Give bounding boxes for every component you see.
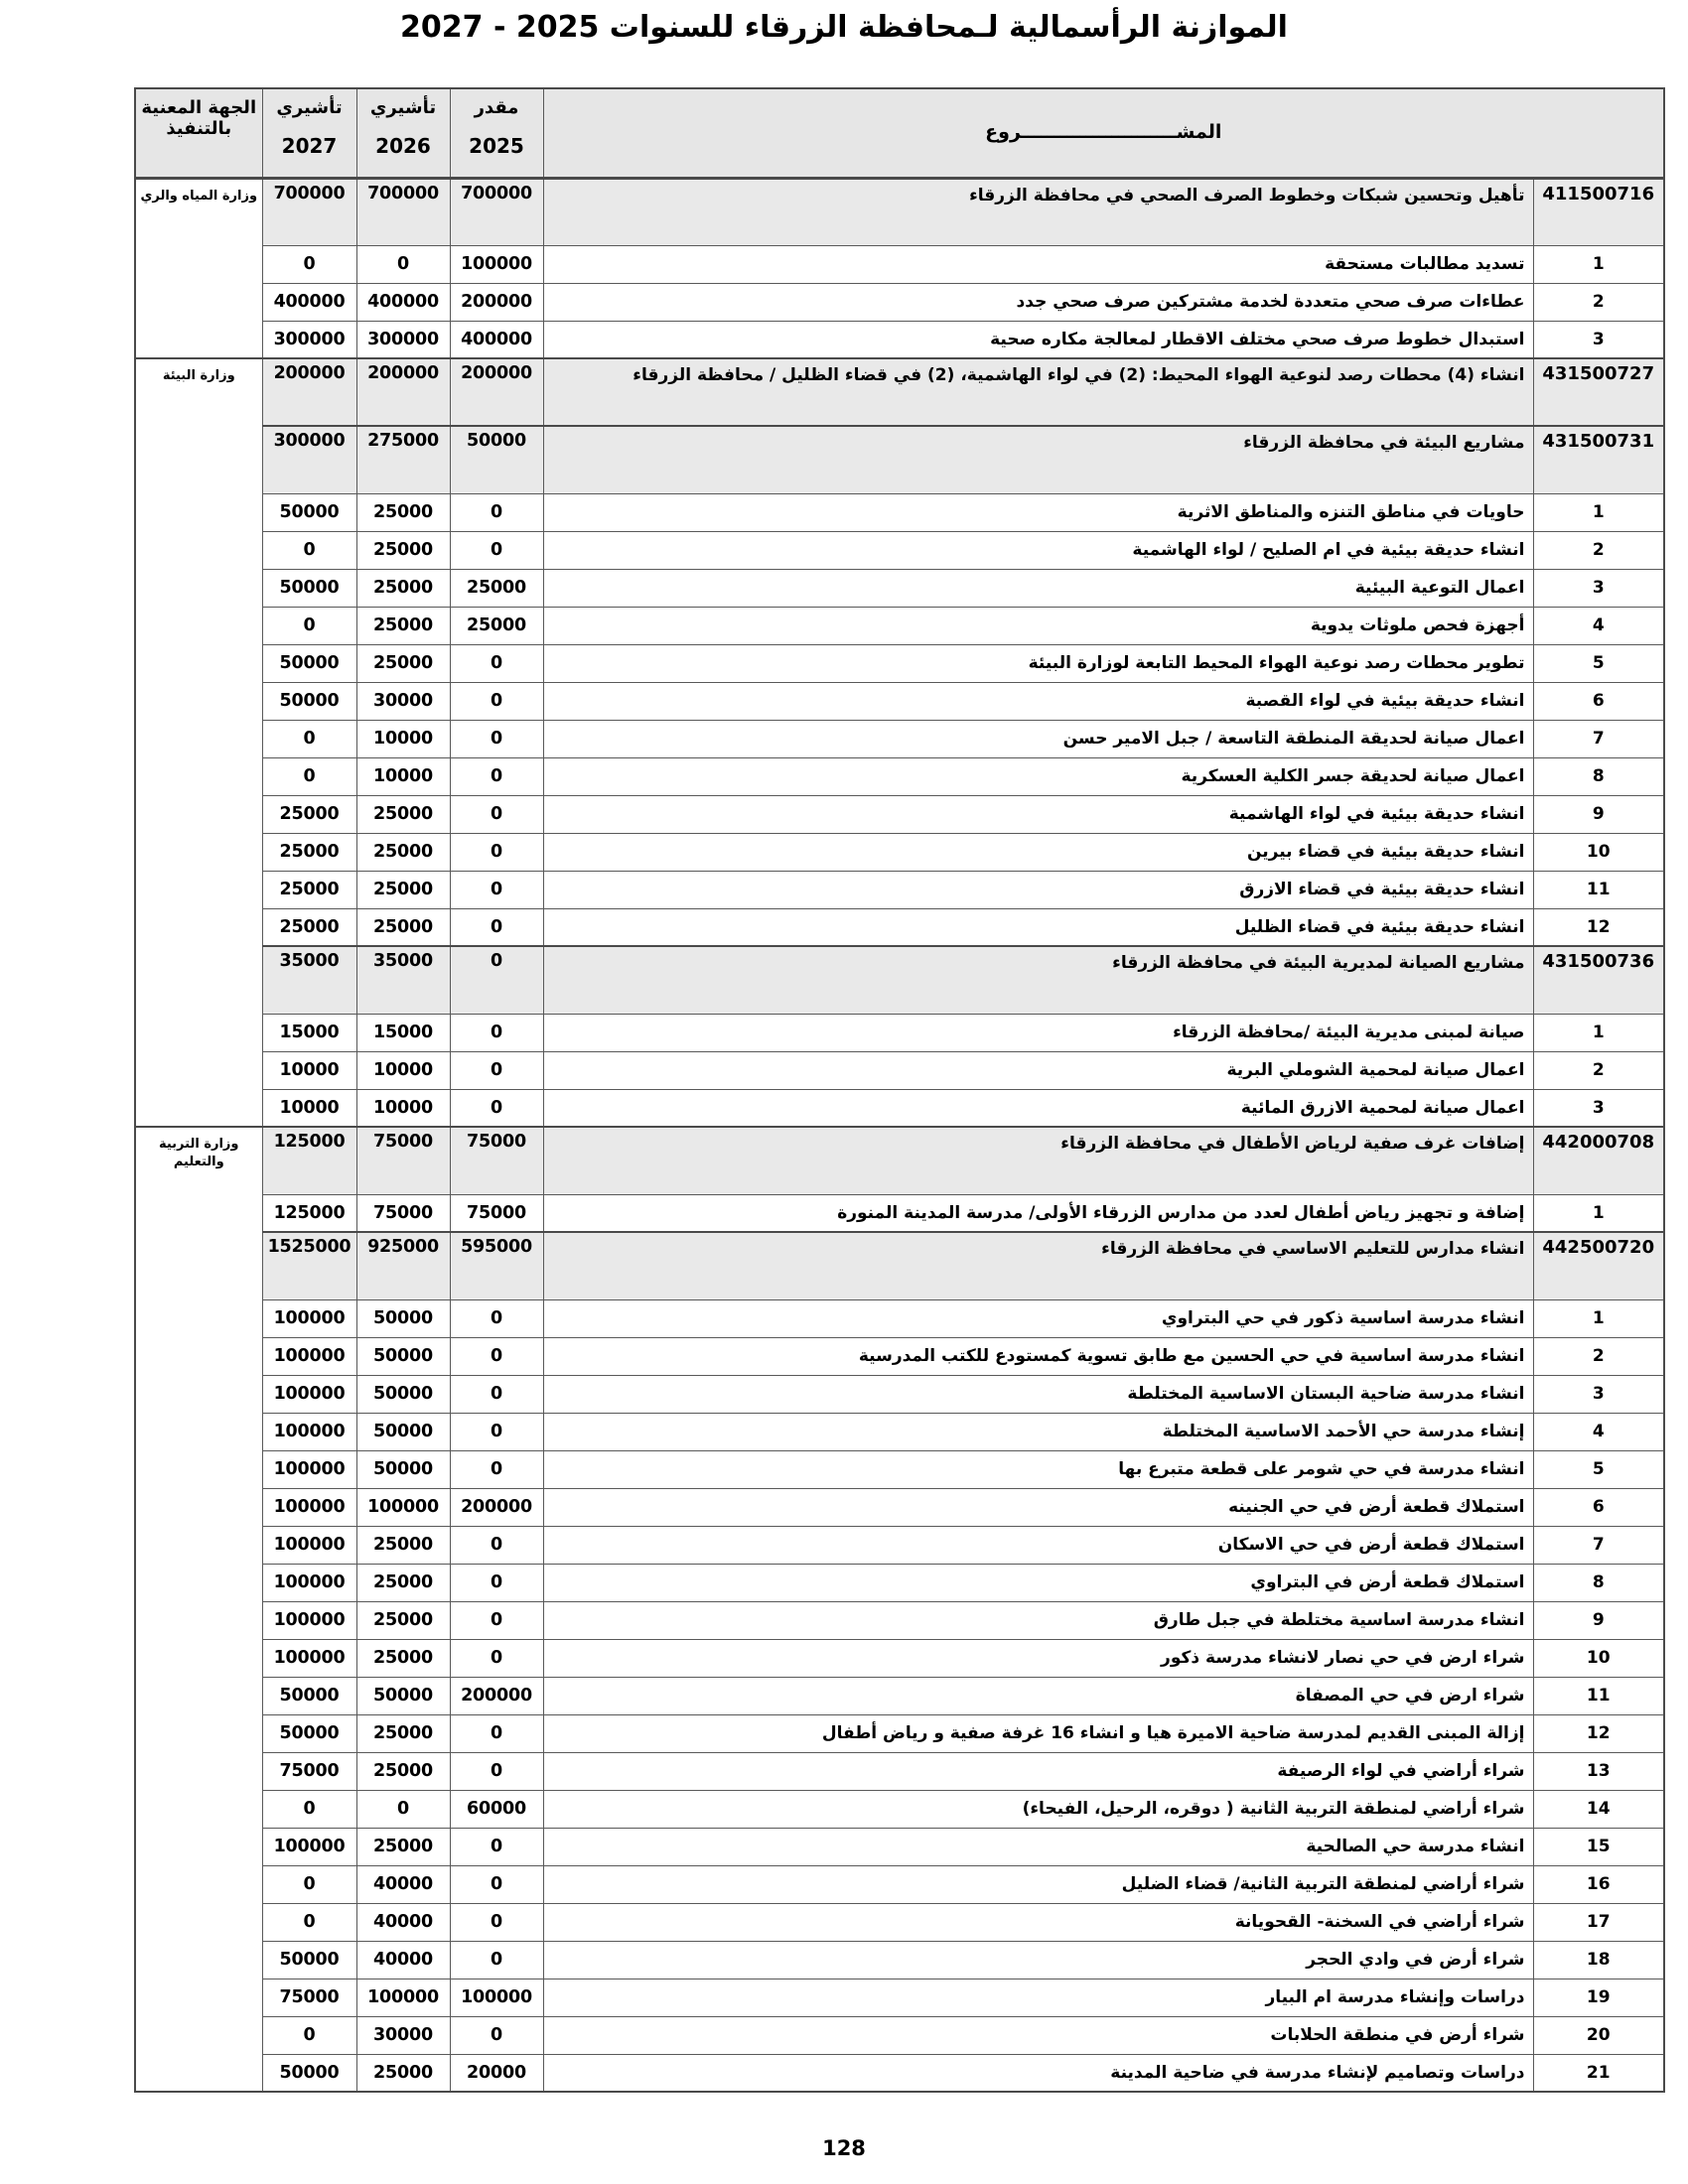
row-number-cell: 11 — [1533, 1677, 1664, 1714]
sub-row — [135, 1299, 1664, 1337]
value-2026-cell: 50000 — [356, 1450, 450, 1488]
value-2027-cell: 1525000 — [262, 1232, 356, 1299]
value-2027-cell: 100000 — [262, 1375, 356, 1413]
value-2027-cell: 100000 — [262, 1639, 356, 1677]
sub-row — [135, 1828, 1664, 1865]
header-year-2026: 2026 — [375, 134, 431, 158]
project-description-cell: حاويات في مناطق التنزه والمناطق الاثرية — [543, 493, 1533, 531]
row-number-cell: 5 — [1533, 1450, 1664, 1488]
project-description-cell: أجهزة فحص ملوثات يدوية — [543, 607, 1533, 644]
row-number-cell: 10 — [1533, 1639, 1664, 1677]
value-2027-cell: 25000 — [262, 833, 356, 871]
row-number-cell: 3 — [1533, 1375, 1664, 1413]
value-2026-cell: 275000 — [356, 426, 450, 493]
budget-table — [134, 87, 1665, 2093]
project-description-cell: شراء أراضي لمنطقة التربية الثانية/ قضاء الضليل — [543, 1865, 1533, 1903]
header-entity-line1: الجهة المعنية — [141, 97, 257, 118]
value-2027-cell: 100000 — [262, 1564, 356, 1601]
row-number-cell: 9 — [1533, 795, 1664, 833]
value-2026-cell: 50000 — [356, 1299, 450, 1337]
header-indicative-label-2027: تأشيري — [276, 97, 343, 118]
value-2027-cell: 50000 — [262, 1714, 356, 1752]
row-number-cell: 3 — [1533, 321, 1664, 358]
sub-row — [135, 644, 1664, 682]
value-2025-cell: 0 — [450, 946, 543, 1014]
value-2027-cell: 50000 — [262, 2054, 356, 2092]
value-2027-cell: 700000 — [262, 178, 356, 245]
value-2026-cell: 25000 — [356, 644, 450, 682]
sub-row — [135, 795, 1664, 833]
sub-row — [135, 1677, 1664, 1714]
project-description-cell: انشاء حديقة بيئية في قضاء الظليل — [543, 908, 1533, 946]
project-description-cell: انشاء حديقة بيئية في لواء الهاشمية — [543, 795, 1533, 833]
project-description-cell: اعمال صيانة لحديقة المنطقة التاسعة / جبل الامير حسن — [543, 720, 1533, 757]
sub-row — [135, 2054, 1664, 2092]
value-2026-cell: 25000 — [356, 1752, 450, 1790]
value-2027-cell: 125000 — [262, 1127, 356, 1194]
value-2025-cell: 0 — [450, 1413, 543, 1450]
value-2027-cell: 75000 — [262, 1979, 356, 2016]
header-indicative-2027 — [262, 88, 356, 178]
value-2027-cell: 50000 — [262, 493, 356, 531]
project-code-cell: 442000708 — [1533, 1127, 1664, 1194]
project-description-cell: استملاك قطعة أرض في حي الاسكان — [543, 1526, 1533, 1564]
value-2026-cell: 40000 — [356, 1941, 450, 1979]
sub-row — [135, 1450, 1664, 1488]
value-2027-cell: 0 — [262, 757, 356, 795]
value-2025-cell: 50000 — [450, 426, 543, 493]
value-2026-cell: 25000 — [356, 493, 450, 531]
project-description-cell: شراء أرض في وادي الحجر — [543, 1941, 1533, 1979]
value-2027-cell: 100000 — [262, 1526, 356, 1564]
project-description-cell: استبدال خطوط صرف صحي مختلف الاقطار لمعالجة مكاره صحية — [543, 321, 1533, 358]
value-2025-cell: 200000 — [450, 283, 543, 321]
value-2026-cell: 25000 — [356, 1564, 450, 1601]
row-number-cell: 10 — [1533, 833, 1664, 871]
value-2025-cell: 200000 — [450, 358, 543, 426]
implementing-entity-cell: وزارة المياه والري — [135, 178, 262, 358]
value-2027-cell: 50000 — [262, 1677, 356, 1714]
value-2027-cell: 50000 — [262, 644, 356, 682]
row-number-cell: 4 — [1533, 607, 1664, 644]
project-description-cell: شراء أرض في منطقة الحلابات — [543, 2016, 1533, 2054]
value-2026-cell: 25000 — [356, 569, 450, 607]
value-2026-cell: 10000 — [356, 757, 450, 795]
project-description-cell: شراء ارض في حي المصفاة — [543, 1677, 1533, 1714]
project-description-cell: انشاء حديقة بيئية في ام الصليح / لواء الهاشمية — [543, 531, 1533, 569]
value-2025-cell: 25000 — [450, 607, 543, 644]
project-description-cell: انشاء مدرسة ضاحية البستان الاساسية المختلطة — [543, 1375, 1533, 1413]
project-description-cell: انشاء (4) محطات رصد لنوعية الهواء المحيط: (2) في لواء الهاشمية، (2) في قضاء الظليل / محافظة الزرقاء — [543, 358, 1533, 426]
value-2025-cell: 0 — [450, 1014, 543, 1051]
header-indicative-label-2026: تأشيري — [369, 97, 437, 118]
project-description-cell: شراء أراضي لمنطقة التربية الثانية ( دوقره، الرحيل، الفيحاء) — [543, 1790, 1533, 1828]
row-number-cell: 3 — [1533, 1089, 1664, 1127]
value-2025-cell: 200000 — [450, 1677, 543, 1714]
value-2025-cell: 200000 — [450, 1488, 543, 1526]
value-2025-cell: 0 — [450, 720, 543, 757]
value-2025-cell: 0 — [450, 1299, 543, 1337]
header-year-2027: 2027 — [281, 134, 338, 158]
value-2027-cell: 35000 — [262, 946, 356, 1014]
project-description-cell: اعمال صيانة لمحمية الازرق المائية — [543, 1089, 1533, 1127]
value-2025-cell: 25000 — [450, 569, 543, 607]
project-description-cell: اعمال صيانة لمحمية الشوملي البرية — [543, 1051, 1533, 1089]
row-number-cell: 1 — [1533, 1194, 1664, 1232]
value-2026-cell: 10000 — [356, 720, 450, 757]
value-2026-cell: 100000 — [356, 1979, 450, 2016]
project-description-cell: تسديد مطالبات مستحقة — [543, 245, 1533, 283]
project-description-cell: استملاك قطعة أرض في البتراوي — [543, 1564, 1533, 1601]
project-description-cell: انشاء حديقة بيئية في قضاء الازرق — [543, 871, 1533, 908]
project-description-cell: اعمال التوعية البيئية — [543, 569, 1533, 607]
value-2025-cell: 0 — [450, 644, 543, 682]
value-2026-cell: 25000 — [356, 607, 450, 644]
project-description-cell: إضافة و تجهيز رياض أطفال لعدد من مدارس الزرقاء الأولى/ مدرسة المدينة المنورة — [543, 1194, 1533, 1232]
value-2026-cell: 40000 — [356, 1865, 450, 1903]
row-number-cell: 8 — [1533, 1564, 1664, 1601]
row-number-cell: 5 — [1533, 644, 1664, 682]
sub-row — [135, 1089, 1664, 1127]
sub-row — [135, 682, 1664, 720]
value-2027-cell: 25000 — [262, 871, 356, 908]
value-2027-cell: 100000 — [262, 1601, 356, 1639]
sub-row — [135, 1194, 1664, 1232]
implementing-entity-cell: وزارة التربية والتعليم — [135, 1127, 262, 2092]
value-2026-cell: 25000 — [356, 871, 450, 908]
value-2025-cell: 20000 — [450, 2054, 543, 2092]
value-2026-cell: 75000 — [356, 1194, 450, 1232]
sub-row — [135, 1564, 1664, 1601]
value-2027-cell: 10000 — [262, 1089, 356, 1127]
value-2026-cell: 10000 — [356, 1089, 450, 1127]
value-2025-cell: 0 — [450, 493, 543, 531]
project-description-cell: اعمال صيانة لحديقة جسر الكلية العسكرية — [543, 757, 1533, 795]
project-code-cell: 411500716 — [1533, 178, 1664, 245]
value-2027-cell: 15000 — [262, 1014, 356, 1051]
value-2027-cell: 100000 — [262, 1828, 356, 1865]
value-2025-cell: 0 — [450, 908, 543, 946]
value-2025-cell: 0 — [450, 871, 543, 908]
value-2026-cell: 25000 — [356, 908, 450, 946]
value-2027-cell: 0 — [262, 245, 356, 283]
sub-row — [135, 1488, 1664, 1526]
value-2025-cell: 0 — [450, 1601, 543, 1639]
value-2027-cell: 25000 — [262, 908, 356, 946]
sub-row — [135, 1941, 1664, 1979]
value-2025-cell: 0 — [450, 1941, 543, 1979]
value-2025-cell: 0 — [450, 757, 543, 795]
value-2027-cell: 0 — [262, 1865, 356, 1903]
value-2027-cell: 50000 — [262, 1941, 356, 1979]
sub-row — [135, 283, 1664, 321]
header-entity-line2: بالتنفيذ — [166, 118, 232, 139]
value-2026-cell: 30000 — [356, 2016, 450, 2054]
value-2025-cell: 700000 — [450, 178, 543, 245]
project-description-cell: تطوير محطات رصد نوعية الهواء المحيط التابعة لوزارة البيئة — [543, 644, 1533, 682]
project-code-cell: 431500731 — [1533, 426, 1664, 493]
row-number-cell: 8 — [1533, 757, 1664, 795]
value-2025-cell: 100000 — [450, 245, 543, 283]
project-row — [135, 358, 1664, 426]
row-number-cell: 6 — [1533, 682, 1664, 720]
value-2025-cell: 400000 — [450, 321, 543, 358]
value-2026-cell: 25000 — [356, 1714, 450, 1752]
value-2026-cell: 25000 — [356, 795, 450, 833]
project-row — [135, 178, 1664, 245]
row-number-cell: 1 — [1533, 245, 1664, 283]
sub-row — [135, 1337, 1664, 1375]
header-estimated-2025 — [450, 88, 543, 178]
value-2025-cell: 100000 — [450, 1979, 543, 2016]
row-number-cell: 14 — [1533, 1790, 1664, 1828]
implementing-entity-cell: وزارة البيئة — [135, 358, 262, 1127]
header-entity — [135, 88, 262, 178]
project-description-cell: شراء أراضي في لواء الرصيفة — [543, 1752, 1533, 1790]
value-2026-cell: 25000 — [356, 833, 450, 871]
sub-row — [135, 1601, 1664, 1639]
sub-row — [135, 493, 1664, 531]
row-number-cell: 16 — [1533, 1865, 1664, 1903]
project-description-cell: انشاء مدرسة اساسية مختلطة في جبل طارق — [543, 1601, 1533, 1639]
row-number-cell: 1 — [1533, 1014, 1664, 1051]
project-description-cell: تأهيل وتحسين شبكات وخطوط الصرف الصحي في محافظة الزرقاء — [543, 178, 1533, 245]
row-number-cell: 9 — [1533, 1601, 1664, 1639]
row-number-cell: 3 — [1533, 569, 1664, 607]
value-2027-cell: 0 — [262, 1903, 356, 1941]
project-description-cell: شراء ارض في حي نصار لانشاء مدرسة ذكور — [543, 1639, 1533, 1677]
value-2025-cell: 0 — [450, 1752, 543, 1790]
sub-row — [135, 757, 1664, 795]
sub-row — [135, 1714, 1664, 1752]
project-description-cell: إضافات غرف صفية لرياض الأطفال في محافظة الزرقاء — [543, 1127, 1533, 1194]
project-description-cell: صيانة لمبنى مديرية البيئة /محافظة الزرقاء — [543, 1014, 1533, 1051]
value-2027-cell: 0 — [262, 1790, 356, 1828]
value-2025-cell: 75000 — [450, 1127, 543, 1194]
page-title: الموازنة الرأسمالية لـمحافظة الزرقاء للسنوات 2025 - 2027 — [400, 10, 1288, 45]
value-2025-cell: 0 — [450, 1089, 543, 1127]
value-2026-cell: 25000 — [356, 2054, 450, 2092]
value-2025-cell: 0 — [450, 1903, 543, 1941]
sub-row — [135, 1752, 1664, 1790]
value-2026-cell: 25000 — [356, 531, 450, 569]
value-2025-cell: 0 — [450, 1526, 543, 1564]
value-2025-cell: 0 — [450, 833, 543, 871]
value-2026-cell: 400000 — [356, 283, 450, 321]
value-2025-cell: 0 — [450, 1337, 543, 1375]
project-description-cell: مشاريع البيئة في محافظة الزرقاء — [543, 426, 1533, 493]
sub-row — [135, 1413, 1664, 1450]
value-2025-cell: 0 — [450, 1714, 543, 1752]
project-description-cell: انشاء مدرسة في حي شومر على قطعة متبرع بها — [543, 1450, 1533, 1488]
project-code-cell: 431500727 — [1533, 358, 1664, 426]
project-description-cell: انشاء حديقة بيئية في قضاء بيرين — [543, 833, 1533, 871]
sub-row — [135, 245, 1664, 283]
project-row — [135, 946, 1664, 1014]
row-number-cell: 18 — [1533, 1941, 1664, 1979]
header-year-2025: 2025 — [469, 134, 524, 158]
value-2025-cell: 595000 — [450, 1232, 543, 1299]
value-2026-cell: 0 — [356, 1790, 450, 1828]
sub-row — [135, 531, 1664, 569]
value-2027-cell: 125000 — [262, 1194, 356, 1232]
value-2025-cell: 0 — [450, 1051, 543, 1089]
value-2027-cell: 100000 — [262, 1413, 356, 1450]
value-2026-cell: 10000 — [356, 1051, 450, 1089]
value-2026-cell: 50000 — [356, 1337, 450, 1375]
sub-row — [135, 1051, 1664, 1089]
project-row — [135, 1232, 1664, 1299]
value-2027-cell: 0 — [262, 531, 356, 569]
value-2026-cell: 75000 — [356, 1127, 450, 1194]
value-2025-cell: 0 — [450, 1375, 543, 1413]
sub-row — [135, 1979, 1664, 2016]
header-project: المشــــــــــــــــــــــــروع — [543, 88, 1664, 178]
value-2027-cell: 400000 — [262, 283, 356, 321]
value-2027-cell: 0 — [262, 2016, 356, 2054]
value-2027-cell: 300000 — [262, 426, 356, 493]
value-2027-cell: 10000 — [262, 1051, 356, 1089]
value-2026-cell: 0 — [356, 245, 450, 283]
value-2026-cell: 25000 — [356, 1639, 450, 1677]
row-number-cell: 2 — [1533, 1051, 1664, 1089]
sub-row — [135, 1526, 1664, 1564]
project-description-cell: انشاء مدرسة اساسية ذكور في حي البتراوي — [543, 1299, 1533, 1337]
row-number-cell: 4 — [1533, 1413, 1664, 1450]
value-2026-cell: 300000 — [356, 321, 450, 358]
value-2026-cell: 25000 — [356, 1601, 450, 1639]
sub-row — [135, 833, 1664, 871]
value-2025-cell: 60000 — [450, 1790, 543, 1828]
value-2026-cell: 100000 — [356, 1488, 450, 1526]
value-2026-cell: 40000 — [356, 1903, 450, 1941]
value-2027-cell: 100000 — [262, 1488, 356, 1526]
row-number-cell: 19 — [1533, 1979, 1664, 2016]
sub-row — [135, 569, 1664, 607]
value-2025-cell: 0 — [450, 2016, 543, 2054]
row-number-cell: 7 — [1533, 720, 1664, 757]
value-2026-cell: 25000 — [356, 1828, 450, 1865]
row-number-cell: 7 — [1533, 1526, 1664, 1564]
value-2025-cell: 0 — [450, 1639, 543, 1677]
value-2027-cell: 50000 — [262, 682, 356, 720]
project-description-cell: دراسات وتصاميم لإنشاء مدرسة في ضاحية المدينة — [543, 2054, 1533, 2092]
project-description-cell: دراسات وإنشاء مدرسة ام البيار — [543, 1979, 1533, 2016]
project-description-cell: إزالة المبنى القديم لمدرسة ضاحية الاميرة هيا و انشاء 16 غرفة صفية و رياض أطفال — [543, 1714, 1533, 1752]
value-2026-cell: 700000 — [356, 178, 450, 245]
page-number: 128 — [822, 2136, 866, 2160]
value-2027-cell: 300000 — [262, 321, 356, 358]
project-description-cell: انشاء مدرسة حي الصالحية — [543, 1828, 1533, 1865]
value-2026-cell: 25000 — [356, 1526, 450, 1564]
project-description-cell: عطاءات صرف صحي متعددة لخدمة مشتركين صرف صحي جدد — [543, 283, 1533, 321]
row-number-cell: 20 — [1533, 2016, 1664, 2054]
row-number-cell: 2 — [1533, 283, 1664, 321]
value-2026-cell: 925000 — [356, 1232, 450, 1299]
value-2025-cell: 0 — [450, 1828, 543, 1865]
project-description-cell: استملاك قطعة أرض في حي الجنينه — [543, 1488, 1533, 1526]
sub-row — [135, 2016, 1664, 2054]
project-description-cell: مشاريع الصيانة لمديرية البيئة في محافظة الزرقاء — [543, 946, 1533, 1014]
sub-row — [135, 607, 1664, 644]
value-2027-cell: 100000 — [262, 1337, 356, 1375]
project-description-cell: انشاء مدارس للتعليم الاساسي في محافظة الزرقاء — [543, 1232, 1533, 1299]
row-number-cell: 2 — [1533, 531, 1664, 569]
value-2026-cell: 30000 — [356, 682, 450, 720]
project-code-cell: 442500720 — [1533, 1232, 1664, 1299]
value-2026-cell: 50000 — [356, 1413, 450, 1450]
value-2026-cell: 50000 — [356, 1375, 450, 1413]
row-number-cell: 13 — [1533, 1752, 1664, 1790]
value-2025-cell: 0 — [450, 531, 543, 569]
row-number-cell: 6 — [1533, 1488, 1664, 1526]
value-2025-cell: 0 — [450, 795, 543, 833]
value-2027-cell: 0 — [262, 720, 356, 757]
row-number-cell: 12 — [1533, 1714, 1664, 1752]
value-2027-cell: 25000 — [262, 795, 356, 833]
value-2025-cell: 0 — [450, 1865, 543, 1903]
project-code-cell: 431500736 — [1533, 946, 1664, 1014]
sub-row — [135, 1790, 1664, 1828]
row-number-cell: 1 — [1533, 1299, 1664, 1337]
row-number-cell: 11 — [1533, 871, 1664, 908]
sub-row — [135, 1375, 1664, 1413]
project-description-cell: شراء أراضي في السخنة- القحويانة — [543, 1903, 1533, 1941]
sub-row — [135, 720, 1664, 757]
sub-row — [135, 1014, 1664, 1051]
value-2027-cell: 0 — [262, 607, 356, 644]
value-2025-cell: 0 — [450, 1450, 543, 1488]
row-number-cell: 21 — [1533, 2054, 1664, 2092]
value-2027-cell: 100000 — [262, 1299, 356, 1337]
value-2026-cell: 50000 — [356, 1677, 450, 1714]
value-2027-cell: 100000 — [262, 1450, 356, 1488]
value-2025-cell: 0 — [450, 1564, 543, 1601]
value-2025-cell: 75000 — [450, 1194, 543, 1232]
project-description-cell: انشاء مدرسة اساسية في حي الحسين مع طابق تسوية كمستودع للكتب المدرسية — [543, 1337, 1533, 1375]
sub-row — [135, 871, 1664, 908]
project-row — [135, 426, 1664, 493]
project-row — [135, 1127, 1664, 1194]
sub-row — [135, 1639, 1664, 1677]
value-2026-cell: 200000 — [356, 358, 450, 426]
value-2027-cell: 200000 — [262, 358, 356, 426]
value-2025-cell: 0 — [450, 682, 543, 720]
row-number-cell: 15 — [1533, 1828, 1664, 1865]
header-indicative-2026 — [356, 88, 450, 178]
sub-row — [135, 908, 1664, 946]
row-number-cell: 17 — [1533, 1903, 1664, 1941]
row-number-cell: 12 — [1533, 908, 1664, 946]
project-description-cell: انشاء حديقة بيئية في لواء القصبة — [543, 682, 1533, 720]
row-number-cell: 1 — [1533, 493, 1664, 531]
value-2027-cell: 50000 — [262, 569, 356, 607]
header-estimated-label: مقدر — [474, 97, 519, 118]
sub-row — [135, 1865, 1664, 1903]
project-description-cell: إنشاء مدرسة حي الأحمد الاساسية المختلطة — [543, 1413, 1533, 1450]
row-number-cell: 2 — [1533, 1337, 1664, 1375]
sub-row — [135, 1903, 1664, 1941]
sub-row — [135, 321, 1664, 358]
value-2027-cell: 75000 — [262, 1752, 356, 1790]
header-row — [135, 88, 1664, 178]
value-2026-cell: 15000 — [356, 1014, 450, 1051]
value-2026-cell: 35000 — [356, 946, 450, 1014]
